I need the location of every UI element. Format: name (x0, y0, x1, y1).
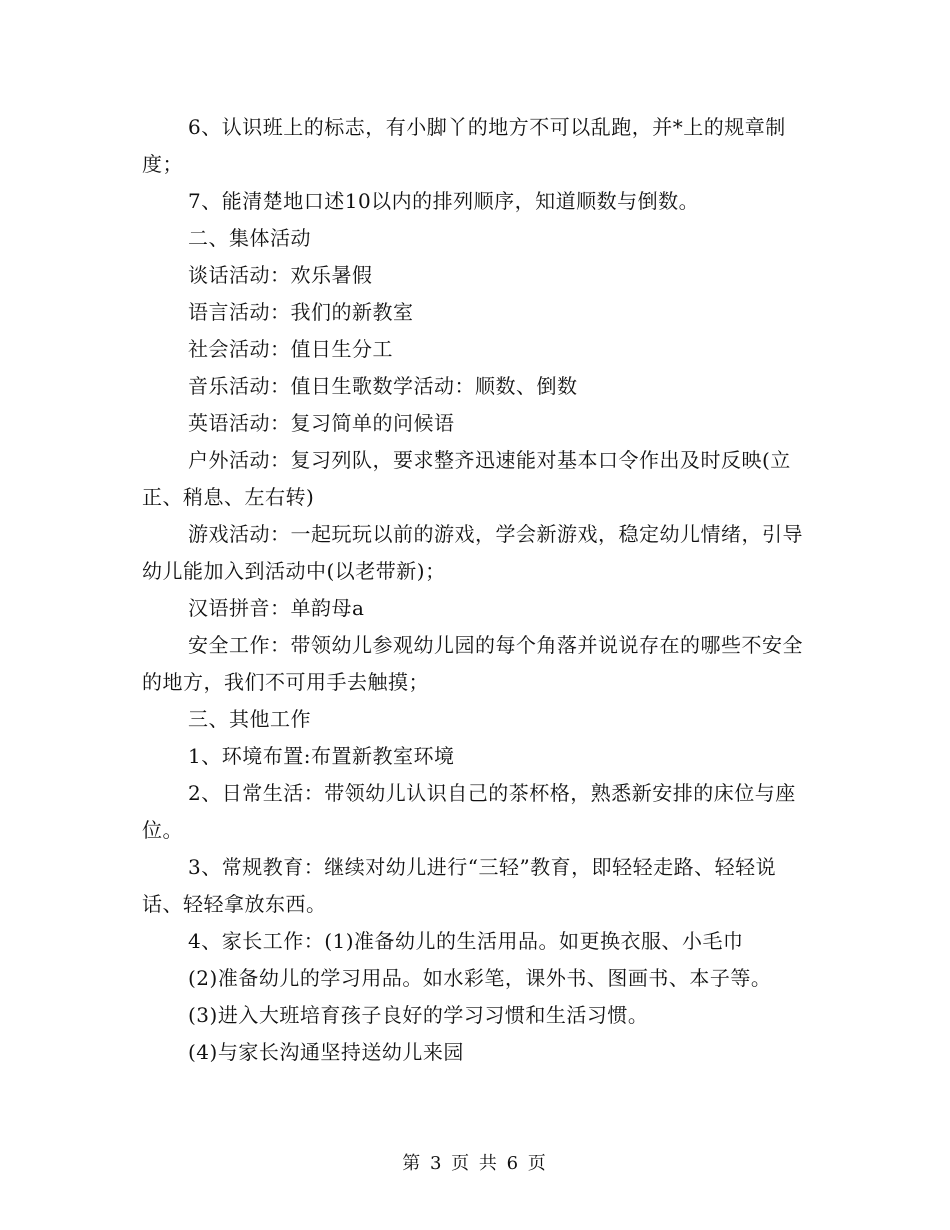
parent-item-3: (3)进入大班培育孩子良好的学习习惯和生活习惯。 (188, 1003, 649, 1027)
activity-language: 语言活动：我们的新教室 (188, 300, 414, 324)
parent-item-4: (4)与家长沟通坚持送幼儿来园 (188, 1040, 464, 1064)
activity-game: 游戏活动：一起玩玩以前的游戏，学会新游戏，稳定幼儿情绪，引导幼儿能加入到活动中(以老带新)； (142, 522, 803, 583)
activity-talk: 谈话活动：欢乐暑假 (188, 263, 373, 287)
section-heading-other-work: 三、其他工作 (188, 707, 311, 731)
parent-item-2: (2)准备幼儿的学习用品。如水彩笔，课外书、图画书、本子等。 (188, 966, 772, 990)
activity-outdoor: 户外活动：复习列队，要求整齐迅速能对基本口令作出及时反映(立正、稍息、左右转) (142, 448, 791, 509)
page-footer (0, 1152, 950, 1176)
work-environment: 1、环境布置:布置新教室环境 (188, 744, 455, 768)
activity-safety: 安全工作：带领幼儿参观幼儿园的每个角落并说说存在的哪些不安全的地方，我们不可用手去触摸； (142, 633, 803, 694)
activity-pinyin: 汉语拼音：单韵母a (188, 596, 365, 620)
work-routine-education: 3、常规教育：继续对幼儿进行“三轻”教育，即轻轻走路、轻轻说话、轻轻拿放东西。 (142, 855, 777, 916)
page-number-label: 第 3 页 共 6 页 (402, 1153, 548, 1174)
paragraph-item-7: 7、能清楚地口述10以内的排列顺序，知道顺数与倒数。 (188, 189, 700, 213)
activity-social: 社会活动：值日生分工 (188, 337, 393, 361)
activity-music-math: 音乐活动：值日生歌数学活动：顺数、倒数 (188, 374, 578, 398)
document-body (142, 109, 808, 1071)
section-heading-collective-activities: 二、集体活动 (188, 226, 311, 250)
paragraph-item-6: 6、认识班上的标志，有小脚丫的地方不可以乱跑，并*上的规章制度； (142, 115, 786, 176)
activity-english: 英语活动：复习简单的问候语 (188, 411, 455, 435)
work-parent: 4、家长工作：(1)准备幼儿的生活用品。如更换衣服、小毛巾 (188, 929, 744, 953)
work-daily-life: 2、日常生活：带领幼儿认识自己的茶杯格，熟悉新安排的床位与座位。 (142, 781, 796, 842)
